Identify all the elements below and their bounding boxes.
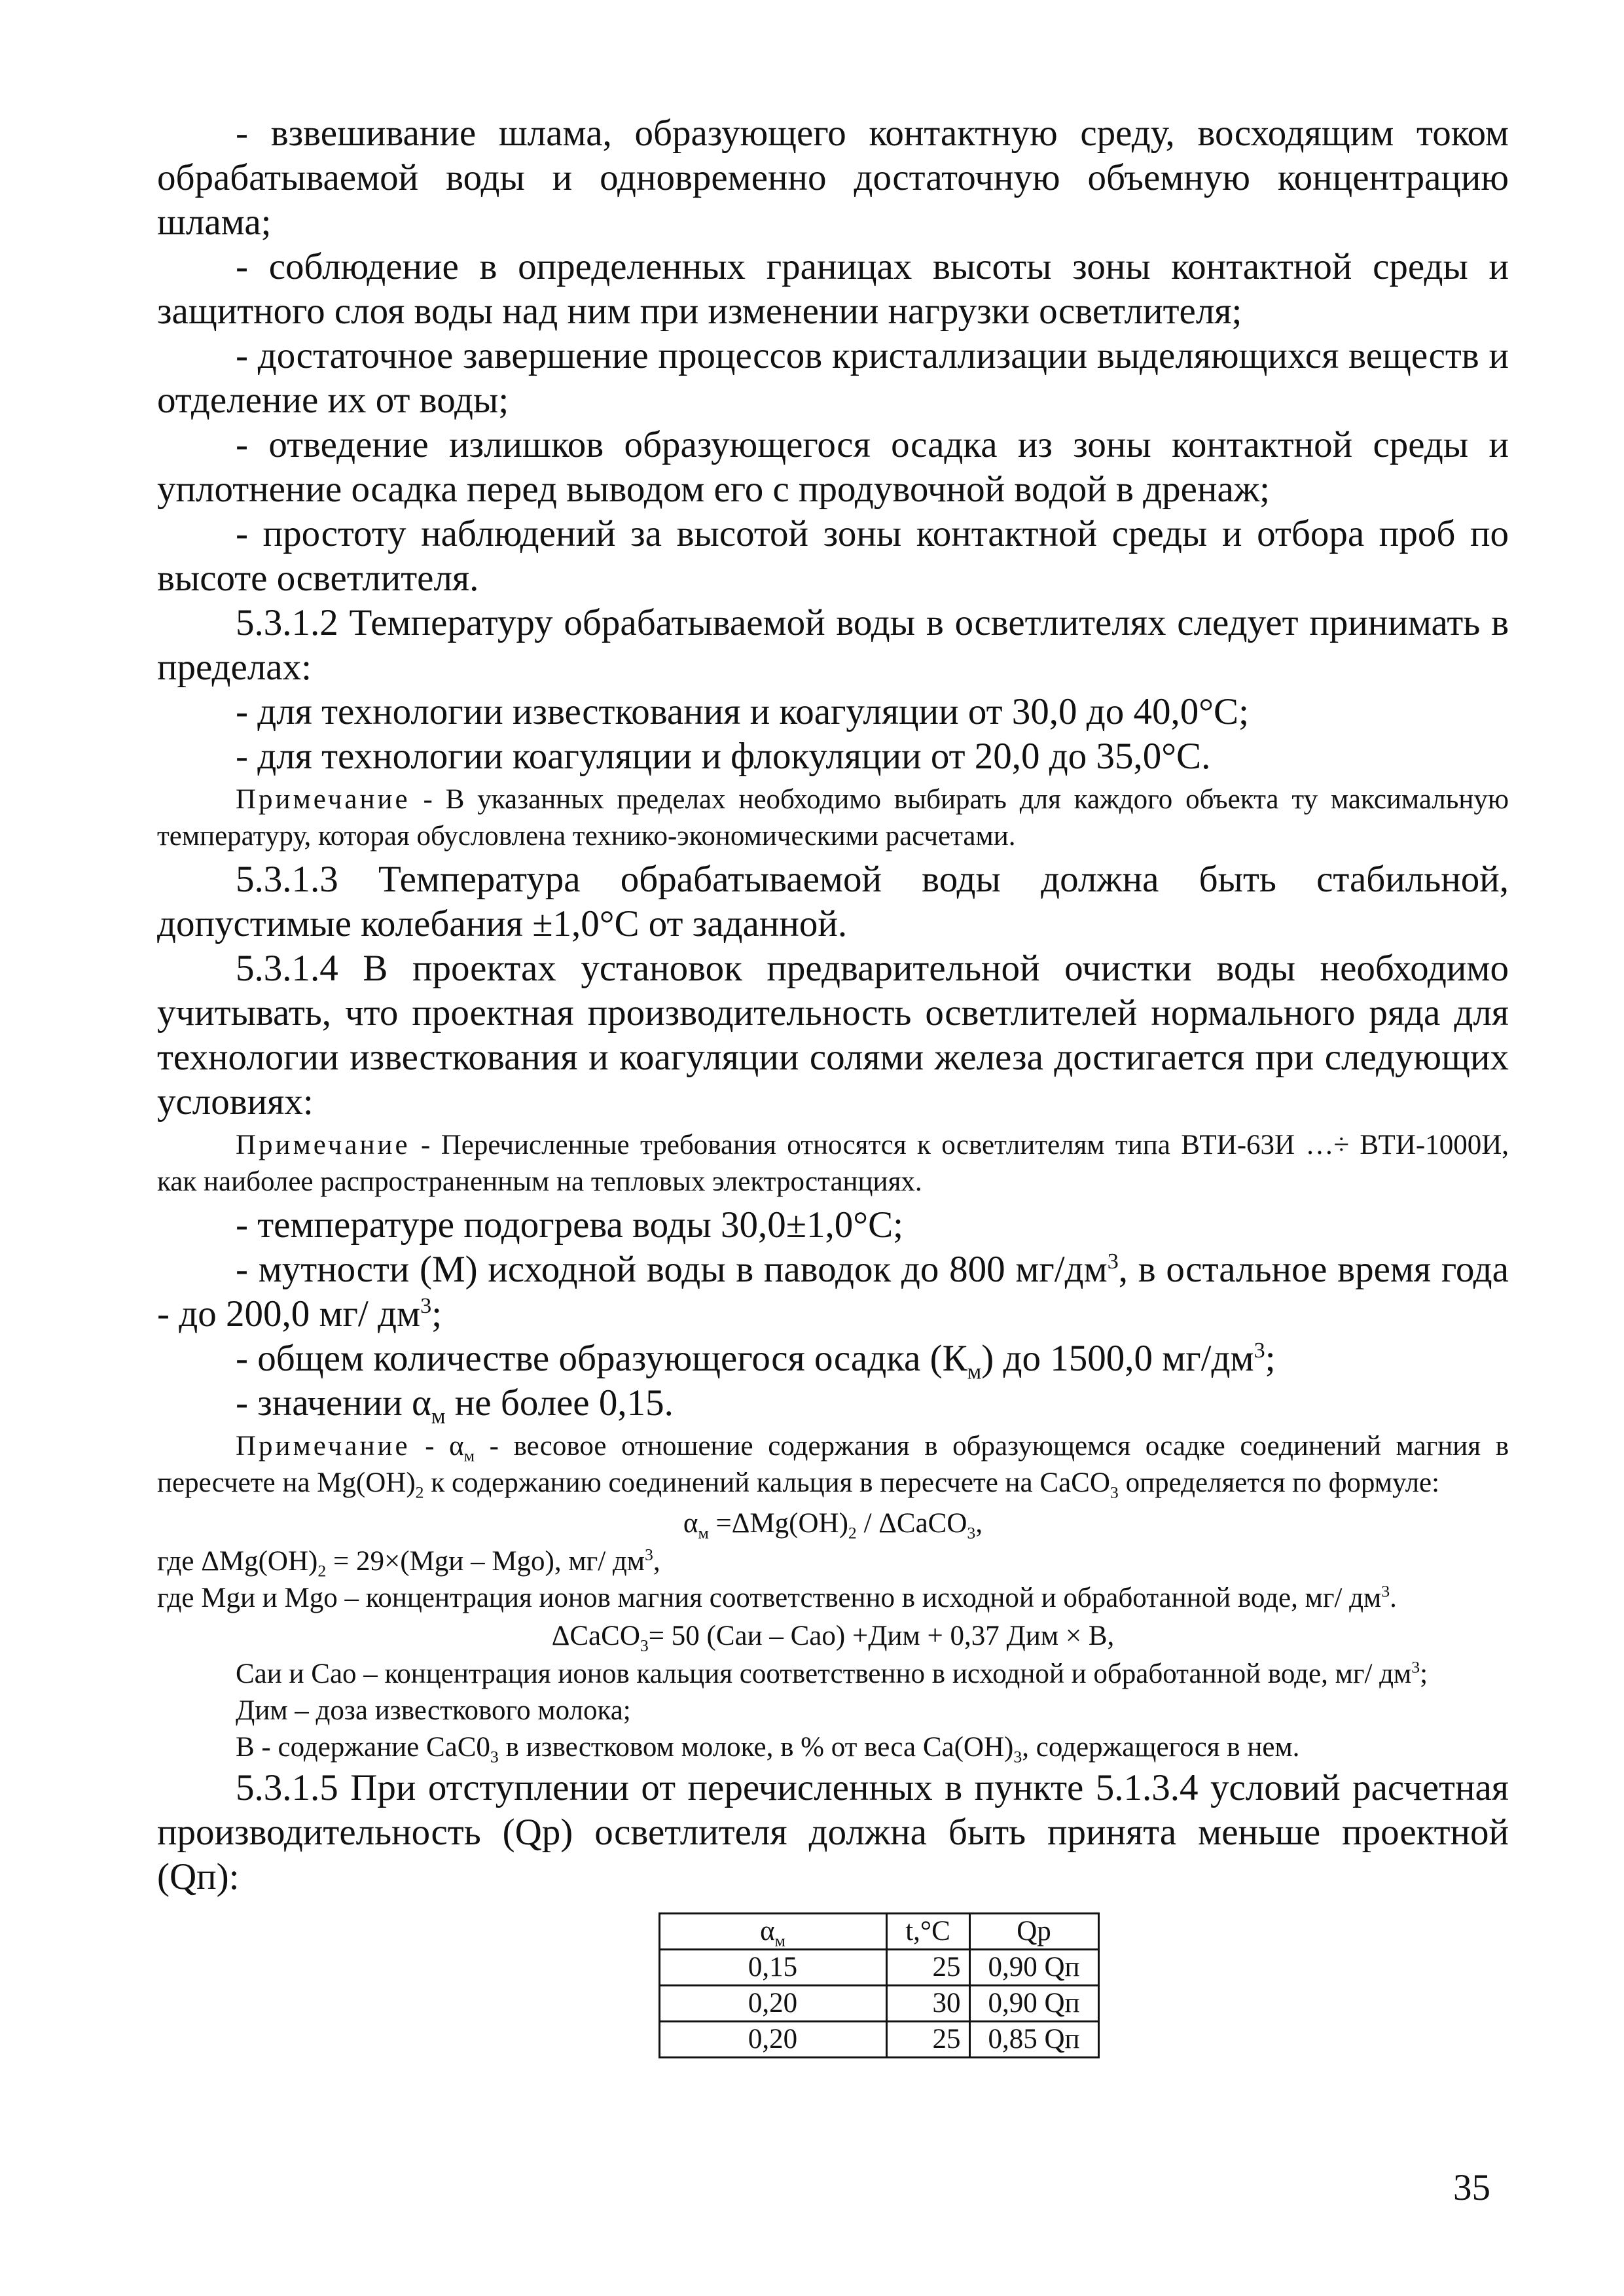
text: , — [653, 1546, 660, 1577]
capacity-table — [659, 1912, 1100, 2058]
subscript: м — [967, 1359, 982, 1384]
superscript: 3 — [1107, 1249, 1119, 1274]
note-text: - В указанных пределах необходимо выбирать для каждого объекта ту максимальную температуру, которая обусловлена технико-экономическими расчетами. — [157, 784, 1509, 852]
text: = 50 (Сaи – Сaо) +Дим + 0,37 Дим × В, — [648, 1621, 1115, 1651]
list-item: - для технологии коагуляции и флокуляции от 20,0 до 35,0°С. — [236, 736, 1211, 777]
where-line — [157, 1543, 1509, 1580]
table-cell: 25 — [886, 1950, 969, 1986]
text: / ΔCaCO — [856, 1508, 967, 1539]
list-item: - соблюдение в определенных границах высоты зоны контактной среды и защитного слоя воды над ним при изменении нагрузки осветлителя; — [157, 246, 1509, 332]
subscript: 3 — [490, 1747, 499, 1767]
superscript: 3 — [645, 1545, 653, 1564]
text: не более 0,15. — [445, 1382, 674, 1424]
table-cell: 0,15 — [659, 1950, 886, 1986]
condition-item — [157, 1336, 1509, 1384]
subscript: м — [774, 1931, 785, 1950]
condition-item — [157, 1247, 1509, 1336]
definition-line — [157, 1656, 1509, 1693]
table-cell: 0,20 — [659, 2022, 886, 2058]
text: где Mgи и Mgо – концентрация ионов магния соответственно в исходной и обработанной воде, мг/ дм — [157, 1583, 1382, 1613]
note-text: - Перечисленные требования относятся к осветлителям типа ВТИ-63И …÷ ВТИ-1000И, как наиболее распространенным на тепловых электростанциях. — [157, 1130, 1509, 1197]
subscript: 3 — [1013, 1747, 1022, 1767]
text: , — [975, 1508, 983, 1539]
text: Сaи и Сaо – концентрация ионов кальция соответственно в исходной и обработанной воде, мг/ дм — [236, 1659, 1412, 1689]
text: - α — [410, 1431, 464, 1462]
table-cell: 0,90 Qп — [969, 1950, 1098, 1986]
text: - значении α — [236, 1382, 431, 1424]
text: =ΔMg(OH) — [708, 1508, 848, 1539]
subscript: 2 — [317, 1561, 327, 1581]
text: - мутности (М) исходной воды в паводок до 800 мг/дм — [236, 1249, 1108, 1290]
list-item: - простоту наблюдений за высотой зоны контактной среды и отбора проб по высоте осветлителя. — [157, 513, 1509, 599]
text: где ΔMg(OH) — [157, 1546, 318, 1577]
where-line — [157, 1580, 1509, 1617]
list-item: - взвешивание шлама, образующего контактную среду, восходящим током обрабатываемой воды и одновременно достаточную объемную концентрацию шлама; — [157, 113, 1509, 243]
subscript: 3 — [1110, 1482, 1119, 1502]
condition-item: - температуре подогрева воды 30,0±1,0°С; — [236, 1204, 903, 1246]
text: ; — [1420, 1659, 1428, 1689]
table-header-cell: t,°C — [886, 1914, 969, 1950]
text: ; — [1265, 1338, 1276, 1379]
text: ) до 1500,0 мг/дм — [981, 1338, 1254, 1379]
text: . — [1390, 1583, 1397, 1613]
superscript: 3 — [420, 1294, 432, 1318]
note-label: Примечание — [236, 1431, 410, 1462]
list-item: - для технологии известкования и коагуляции от 30,0 до 40,0°С; — [236, 691, 1249, 732]
list-item: - отведение излишков образующегося осадка из зоны контактной среды и уплотнение осадка перед выводом его с продувочной водой в дренаж; — [157, 424, 1509, 510]
definition-line: Дим – доза известкового молока; — [236, 1695, 631, 1726]
table-row — [659, 1950, 1098, 1986]
note — [157, 1127, 1509, 1200]
note-label: Примечание — [236, 784, 410, 815]
condition-item — [157, 1381, 1509, 1429]
text: - весовое отношение содержания в образующемся осадке соединений магния в пересчете на Mg(OH) — [157, 1431, 1509, 1498]
text: В - содержание CaC0 — [236, 1732, 490, 1763]
note — [157, 1428, 1509, 1501]
text: α — [760, 1916, 775, 1946]
subscript: м — [698, 1523, 709, 1543]
clause-5-3-1-5: 5.3.1.5 При отступлении от перечисленных в пункте 5.1.3.4 условий расчетная производительность (Qр) осветлителя должна быть принята меньше проектной (Qп): — [157, 1767, 1509, 1897]
note-label: Примечание — [236, 1130, 410, 1160]
table-row — [659, 2022, 1098, 2058]
table-cell: 0,85 Qп — [969, 2022, 1098, 2058]
text: - общем количестве образующегося осадка (К — [236, 1338, 967, 1379]
table-header-cell: Qр — [969, 1914, 1098, 1950]
text: ; — [431, 1293, 442, 1335]
table-cell: 25 — [886, 2022, 969, 2058]
subscript: 3 — [640, 1636, 649, 1655]
text: определяется по формуле: — [1118, 1467, 1440, 1498]
text: , содержащегося в нем. — [1022, 1732, 1300, 1763]
text: α — [683, 1508, 698, 1539]
clause-5-3-1-3: 5.3.1.3 Температура обрабатываемой воды должна быть стабильной, допустимые колебания ±1,0°С от заданной. — [157, 859, 1509, 944]
formula — [157, 1617, 1509, 1656]
text: в известковом молоке, в % от веса Са(ОН) — [498, 1732, 1014, 1763]
clause-5-3-1-4: 5.3.1.4 В проектах установок предварительной очистки воды необходимо учитывать, что проектная производительность осветлителей нормального ряда для технологии известкования и коагуляции солями железа достигается при следующих условиях: — [157, 948, 1509, 1122]
text: к содержанию соединений кальция в пересчете на CaCO — [424, 1467, 1110, 1498]
table-row — [659, 1986, 1098, 2022]
table-header-cell — [659, 1914, 886, 1950]
subscript: 3 — [967, 1523, 976, 1543]
note — [157, 781, 1509, 855]
table-cell: 30 — [886, 1986, 969, 2022]
subscript: 2 — [848, 1523, 857, 1543]
page-number: 35 — [1453, 2167, 1490, 2208]
subscript: м — [463, 1446, 475, 1465]
text: = 29×(Mgи – Mgо), мг/ дм — [326, 1546, 645, 1577]
subscript: м — [431, 1404, 446, 1429]
table-cell: 0,20 — [659, 1986, 886, 2022]
clause-5-3-1-2: 5.3.1.2 Температуру обрабатываемой воды в осветлителях следует принимать в пределах: — [157, 602, 1509, 688]
table-header-row — [659, 1914, 1098, 1950]
table-cell: 0,90 Qп — [969, 1986, 1098, 2022]
superscript: 3 — [1254, 1338, 1265, 1363]
list-item: - достаточное завершение процессов кристаллизации выделяющихся веществ и отделение их от воды; — [157, 335, 1509, 421]
document-page — [157, 111, 1509, 2058]
definition-line — [157, 1729, 1509, 1766]
text: , в остальное время года - до 200,0 мг/ дм — [157, 1249, 1509, 1335]
subscript: 2 — [415, 1482, 424, 1502]
formula — [157, 1504, 1509, 1543]
superscript: 3 — [1411, 1657, 1420, 1677]
text: ΔCaCO — [551, 1621, 640, 1651]
superscript: 3 — [1381, 1581, 1390, 1601]
